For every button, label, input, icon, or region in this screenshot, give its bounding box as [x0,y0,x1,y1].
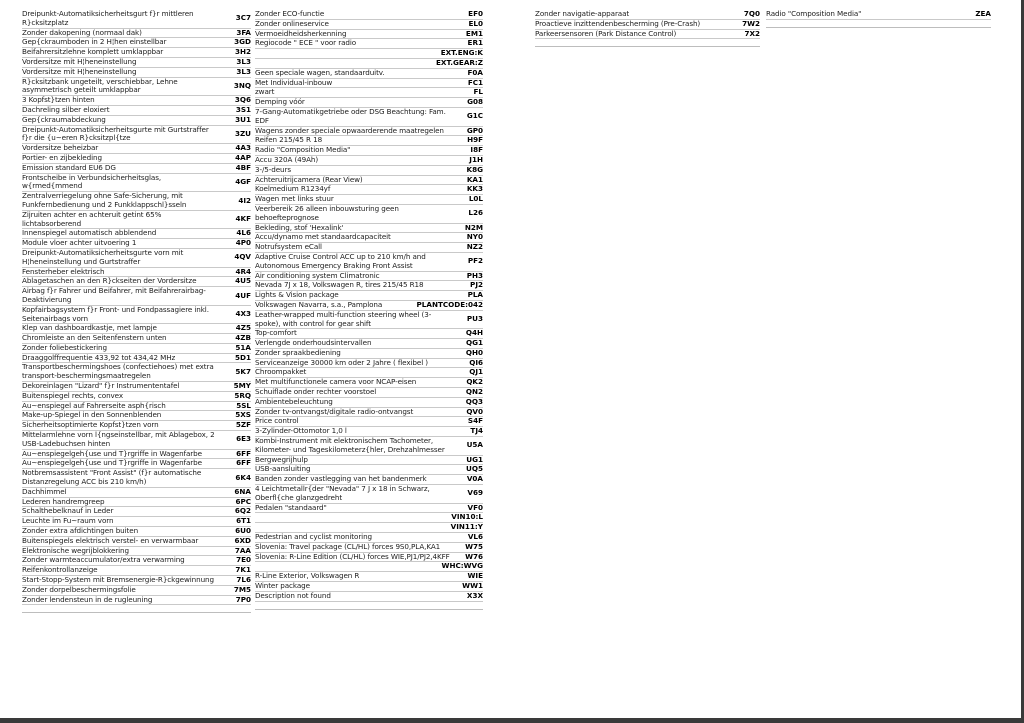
option-row [766,10,991,20]
option-description: Dekoreinlagen "Lizard" f}r Instrumententafel [22,381,180,391]
option-code: F0A [467,67,483,77]
option-row [255,79,483,89]
option-code: VL6 [467,532,483,542]
option-description: Notrufsystem eCall [255,242,322,252]
option-code: H9F [467,135,483,145]
option-code: WIE [467,571,483,581]
option-code: PLANTCODE:042 [416,299,483,309]
option-code: 4U5 [235,276,251,286]
option-description: Winter package [255,581,310,591]
option-code: 4ZB [235,333,251,343]
option-code: 3L3 [236,66,251,76]
option-description: Kombi-Instrument mit elektronischem Tachometer, Kilometer- und Tageskilometerz{hler, Drehzahlmesser [255,436,445,454]
option-code: 5MY [233,381,251,391]
option-description: Parkeersensoren (Park Distance Control) [535,28,677,38]
options-table-column-3 [535,10,760,47]
option-description: Top-comfort [255,328,297,338]
option-description: Kopfairbagsystem f}r Front- und Fondpassagiere inkl. Seitenairbags vorn [22,304,209,323]
option-description: Zonder spraakbediening [255,347,341,357]
option-code: Q4H [465,328,483,338]
option-description: Slovenia: Travel package (CL/HL) forces 9S0,PLA,KA1 [255,541,441,551]
window-bottom-edge [0,718,1024,723]
option-code: 51A [235,342,251,352]
option-code: 5D1 [235,352,251,362]
option-description: Zonder warmteaccumulator/extra verwarming [22,555,185,565]
option-row [22,431,251,450]
option-description: Met multifunctionele camera voor NCAP-eisen [255,377,417,387]
option-code: QI6 [469,357,483,367]
option-code: 6NA [234,486,251,496]
option-description: Module vloer achter uitvoering 1 [22,238,137,248]
option-description: Lederen handremgreep [22,496,105,506]
option-description: Start-Stopp-System mit Bremsenergie-R}ckgewinnung [22,575,214,585]
option-description: Vordersitze mit H¦heneinstellung [22,66,137,76]
option-description: 3 Kopfst}tzen hinten [22,95,95,105]
option-code: PJ2 [470,280,483,290]
option-description: Au~enspiegelgeh{use und T}rgriffe in Wagenfarbe [22,448,202,458]
option-code: FC1 [467,77,483,87]
option-code: QH0 [465,347,483,357]
option-code: 3S1 [235,104,251,114]
option-code: X3X [466,590,483,600]
option-code: V0A [466,474,483,484]
option-code: S4F [467,416,483,426]
option-code: QK2 [466,377,483,387]
option-description: Reifen 215/45 R 18 [255,135,323,145]
option-code: GP0 [466,125,483,135]
option-description: Fensterheber elektrisch [22,266,105,276]
option-code: 6E3 [236,434,251,444]
option-description: Adaptive Cruise Control ACC up to 210 km/h and Autonomous Emergency Braking Front Assist [255,251,426,270]
option-row [22,174,251,193]
option-code: ER1 [467,38,483,48]
option-description: Mittelarmlehne vorn l{ngseinstellbar, mit Ablagebox, 2 USB-Ladebuchsen hinten [22,430,215,448]
option-code: QN2 [465,387,483,397]
option-description: Dreipunkt-Automatiksicherheitsgurte mit Gurtstraffer f}r die {u~eren R}cksitzpl{tze [22,124,209,143]
option-code: W76 [465,551,483,561]
option-code: L0L [468,194,483,204]
option-row [22,249,251,268]
option-description: Wagens zonder speciale opwaarderende maatregelen [255,125,444,135]
option-description: Bergwegrijhulp [255,454,308,464]
option-row [22,211,251,230]
option-row [255,253,483,272]
option-code: J1H [469,154,483,164]
table-end-divider [535,46,760,47]
option-description: Leuchte im Fu~raum vorn [22,516,114,526]
option-code: PH3 [466,270,483,280]
option-code: 5RQ [234,390,251,400]
option-description: Dachhimmel [22,486,67,496]
option-description: Ambientebeleuchtung [255,396,333,406]
option-row [22,126,251,145]
option-code: I8F [470,145,483,155]
option-code: EL0 [468,18,483,28]
option-description: Ablagetaschen an den R}ckseiten der Vordersitze [22,276,197,286]
option-description: Reifenkontrollanzeige [22,565,98,575]
option-description: Pedestrian and cyclist monitoring [255,532,372,542]
option-code: 3L3 [236,56,251,66]
option-code: 5SL [236,400,251,410]
option-code: 7P0 [235,594,251,604]
option-code: EF0 [468,9,483,18]
options-table-column-1 [22,10,251,613]
option-description: Au~enspiegel auf Fahrerseite asph{risch [22,400,166,410]
option-description: Zentralverriegelung ohne Safe-Sicherung, mit Funkfernbedienung und 2 Funkklappschl}sseln [22,191,187,209]
option-description: Radio "Composition Media" [255,145,351,155]
option-row [255,485,483,504]
option-code: 4KF [235,214,251,224]
option-description: Volkswagen Navarra, s.a., Pamplona [255,299,383,309]
option-description: Sicherheitsoptimierte Kopfst}tzen vorn [22,420,159,430]
option-description: Wagen met links stuur [255,194,334,204]
option-code: QJ1 [469,367,483,377]
option-code: 4L6 [236,228,251,238]
option-code: 3C7 [235,13,251,23]
option-code: 6U0 [235,526,251,536]
table-end-divider [255,609,483,610]
option-description: R}cksitzbank ungeteilt, verschiebbar, Lehne asymmetrisch geteilt umklappbar [22,76,178,95]
option-description: Schalthebelknauf in Leder [22,506,114,516]
option-code: 3H2 [234,47,251,57]
option-description: 7-Gang-Automatikgetriebe oder DSG Beachtung: Fam. EDF [255,106,446,125]
option-description: Innenspiegel automatisch abblendend [22,228,157,238]
option-code: 7W2 [742,18,760,28]
option-code: QQ3 [465,396,483,406]
option-description: Koelmedium R1234yf [255,184,331,194]
option-code: 3FA [236,27,251,37]
option-code: 3U1 [235,114,251,124]
option-description: Zonder ECO-functie [255,9,325,18]
option-code: G1C [466,111,483,121]
option-description: Zonder lendensteun in de rugleuning [22,594,153,604]
option-description: Zonder dakopening (normaal dak) [22,27,142,37]
option-code: 5XS [235,410,251,420]
options-table-column-4 [766,10,991,28]
option-description: Chroompakket [255,367,307,377]
option-description: 3-/5-deurs [255,164,291,174]
option-code: 6PC [235,496,251,506]
option-description: Verlengde onderhoudsintervallen [255,338,372,348]
option-row [255,513,483,523]
option-code: 7AA [234,545,251,555]
option-description: Serviceanzeige 30000 km oder 2 Jahre ( flexibel ) [255,357,428,367]
option-code: 6K4 [235,472,251,482]
option-code: 4GF [235,176,251,186]
option-description: Portier- en zijbekleding [22,152,102,162]
option-description: Regiocode " ECE " voor radio [255,38,357,48]
option-description: Dachreling silber eloxiert [22,104,110,114]
option-description: Frontscheibe in Verbundsicherheitsglas, w{rmed{mmend [22,172,162,191]
option-description: Zonder onlineservice [255,18,329,28]
option-row [535,30,760,40]
option-description: Accu/dynamo met standaardcapaciteit [255,232,391,242]
option-code: 4BF [235,162,251,172]
option-code: 4A3 [235,143,251,153]
option-code: 7X2 [744,28,760,38]
option-description: Met Individual-inbouw [255,77,333,87]
option-description: Notbremsassistent "Front Assist" (f}r automatische Distanzregelung ACC bis 210 km/h) [22,468,202,487]
option-description: Achteruitrijcamera (Rear View) [255,174,363,184]
option-description: Description not found [255,590,331,600]
option-description: Chromleiste an den Seitenfenstern unten [22,333,167,343]
option-row [255,437,483,456]
option-code: 5K7 [235,366,251,376]
option-description: 4 Leichtmetallr{der "Nevada" 7 J x 18 in Schwarz, Oberfl{che glanzgedreht [255,484,430,502]
option-description: Lights & Vision package [255,290,339,300]
option-row [255,311,483,330]
option-description: Banden zonder vastlegging van het bandenmerk [255,474,427,484]
option-description: R-Line Exterior, Volkswagen R [255,571,360,581]
option-description: Gep{ckraumabdeckung [22,114,106,124]
option-description: Vordersitze beheizbar [22,143,99,153]
option-code: 6FF [236,448,251,458]
option-code: 4I2 [238,195,251,205]
table-end-divider [22,612,251,613]
option-row [22,306,251,325]
option-code: 7K1 [235,565,251,575]
option-description: Veerbereik 26 alleen inbouwsturing geen behoefteprognose [255,203,399,222]
option-description: Buitenspiegel rechts, convex [22,390,124,400]
option-code: 3ZU [234,128,251,138]
option-code: 4QV [234,252,251,262]
option-code: V69 [467,488,483,498]
option-row [22,363,251,382]
option-code: 6XD [234,535,251,545]
option-description: Zonder foliebestickering [22,342,107,352]
option-code: PU3 [466,314,483,324]
option-code: WW1 [462,581,483,591]
option-code: W75 [465,541,483,551]
option-code: 3NQ [233,80,251,90]
option-code: PLA [467,290,483,300]
option-description: Make-up-Spiegel in den Sonnenblenden [22,410,162,420]
option-code: 4X3 [235,309,251,319]
option-description: Proactieve inzittendenbescherming (Pre-Crash) [535,18,701,28]
option-code: EM1 [465,28,483,38]
option-row [22,10,251,29]
option-row [22,469,251,488]
option-row [22,192,251,211]
option-code: 4R4 [235,266,251,276]
option-description: Pedalen "standaard" [255,502,327,512]
table-end-divider [766,27,991,28]
option-code: PF2 [467,256,483,266]
option-code: UG1 [466,454,483,464]
option-description: Dreipunkt-Automatiksicherheitsgurte vorn mit H¦heneinstellung und Gurtstraffer [22,247,184,266]
option-description: Zonder navigatie-apparaat [535,9,630,18]
option-row [255,504,483,514]
option-code: QV0 [466,406,483,416]
option-description: USB-aansluiting [255,464,311,474]
option-code: FL [473,87,483,97]
option-code: K8G [466,164,483,174]
option-code: VIN11:Y [450,522,483,532]
option-code: U5A [466,440,483,450]
option-row [255,108,483,127]
option-description: Geen speciale wagen, standaarduitv. [255,67,385,77]
option-code: ZEA [975,9,991,18]
option-description: Klep van dashboardkastje, met lampje [22,323,157,333]
option-description: Buitenspiegels elektrisch verstel- en verwarmbaar [22,535,199,545]
option-code: 4UF [235,290,251,300]
option-description: Au~enspiegelgeh{use und T}rgriffe in Wagenfarbe [22,458,202,468]
option-description: Draaggolffrequentie 433,92 tot 434,42 MHz [22,352,176,362]
option-description: Price control [255,416,299,426]
option-code: L26 [468,208,483,218]
option-description: Gep{ckraumboden in 2 H¦hen einstellbar [22,37,167,47]
option-code: N2M [464,222,483,232]
option-description: Zijruiten achter en achteruit getint 65% lichtabsorberend [22,209,162,228]
option-description: Leather-wrapped multi-function steering wheel (3-spoke), with control for gear shift [255,309,432,328]
option-description: Radio "Composition Media" [766,9,862,18]
option-code: EXT.ENG:K [440,48,483,58]
option-code: 7Q0 [743,9,760,18]
option-code: EXT.GEAR:Z [436,57,483,67]
option-description: Accu 320A (49Ah) [255,154,319,164]
option-description: Nevada 7J x 18, Volkswagen R, tires 215/45 R18 [255,280,424,290]
option-description: Schuiflade onder rechter voorstoel [255,387,377,397]
option-row [255,205,483,224]
option-code: 7M5 [233,584,251,594]
option-row [22,287,251,306]
option-description: Zonder dorpelbeschermingsfolie [22,584,136,594]
option-code: TJ4 [470,426,483,436]
option-description: Dreipunkt-Automatiksicherheitsgurt f}r mittleren R}cksitzplatz [22,9,194,27]
option-code: 5ZF [235,420,251,430]
option-code: NZ2 [466,242,483,252]
option-description: zwart [255,87,275,97]
option-row [22,78,251,97]
option-code: 6FF [236,458,251,468]
option-row [22,596,251,606]
option-code: KK3 [466,184,483,194]
option-code: VIN10:L [451,512,483,522]
option-description: Vermoeidheidsherkenning [255,28,347,38]
option-code: 3Q6 [234,95,251,105]
option-code: 7L6 [236,575,251,585]
option-code: G08 [467,97,483,107]
option-description: Transportbeschermingshoes (confectiehoes) met extra transport-beschermingsmaatregelen [22,362,214,381]
option-description: Vordersitze mit H¦heneinstellung [22,56,137,66]
option-description: Beifahrersitzlehne komplett umklappbar [22,47,164,57]
option-code: 6Q2 [234,506,251,516]
option-code: KA1 [466,174,483,184]
options-table-column-2 [255,10,483,610]
option-code: QG1 [465,338,483,348]
option-description: Demping vóór [255,97,305,107]
option-code: UQ5 [466,464,483,474]
option-code: 4P0 [235,238,251,248]
option-description: Zonder extra afdichtingen buiten [22,526,139,536]
option-description: Airbag f}r Fahrer und Beifahrer, mit Beifahrerairbag-Deaktivierung [22,286,206,304]
option-code: 7E0 [236,555,251,565]
option-description: Slovenia: R-Line Edition (CL/HL) forces WIE,PJ1/PJ2,4KFF [255,551,450,561]
option-code: 4AP [235,152,251,162]
option-code: NY0 [466,232,483,242]
option-description: Air conditioning system Climatronic [255,270,380,280]
option-description: Bekleding, stof 'Hexalink' [255,222,344,232]
option-code: VF0 [467,502,483,512]
option-description: Elektronische wegrijblokkering [22,545,129,555]
option-description: 3-Zylinder-Ottomotor 1,0 l [255,426,347,436]
option-code: 4Z5 [235,323,251,333]
option-code: 3GD [234,37,251,47]
option-description: Zonder tv-ontvangst/digitale radio-ontvangst [255,406,414,416]
option-row [255,592,483,602]
option-code: WHC:WVG [441,561,483,571]
option-description: Emission standard EU6 DG [22,162,116,172]
option-code: 6T1 [236,516,251,526]
